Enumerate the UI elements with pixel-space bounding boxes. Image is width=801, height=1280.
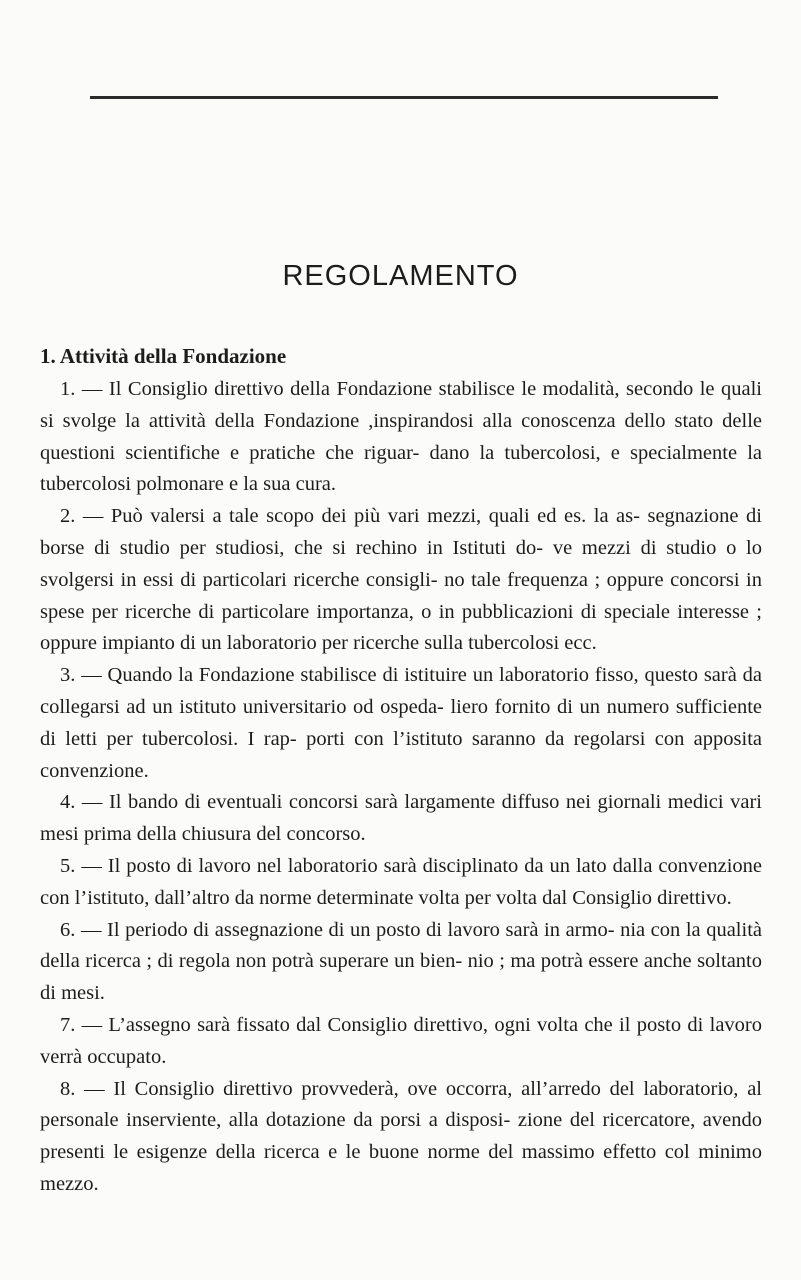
article-2: 2. — Può valersi a tale scopo dei più vari mezzi, quali ed es. la as- segnazione di borse di studio per studiosi, che si rechino in Istituti do- ve mezzi di studio o lo svolgersi in essi di particolari ricerche consigli- no tale frequenza ; oppure concorsi in spese per ricerche di particolare importanza, o in pubblicazioni di speciale interesse ; oppure impianto di un laboratorio per ricerche sulla tubercolosi ecc. — [40, 505, 762, 655]
section-heading: 1. Attività della Fondazione — [40, 344, 287, 368]
article-1: 1. — Il Consiglio direttivo della Fondazione stabilisce le modalità, secondo le quali si svolge la attività della Fondazione ,inspirandosi alla conoscenza dello stato delle questioni scientifiche e pratiche che riguar- dano la tubercolosi, e specialmente la tubercolosi polmonare e la sua cura. — [40, 378, 762, 496]
article-5: 5. — Il posto di lavoro nel laboratorio sarà disciplinato da un lato dalla convenzione con l’istituto, dall’altro da norme determinate volta per volta dal Consiglio direttivo. — [40, 854, 762, 909]
article-7: 7. — L’assegno sarà fissato dal Consiglio direttivo, ogni volta che il posto di lavoro verrà occupato. — [40, 1013, 762, 1068]
document-title: REGOLAMENTO — [282, 260, 519, 292]
article-6: 6. — Il periodo di assegnazione di un posto di lavoro sarà in armo- nia con la qualità della ricerca ; di regola non potrà superare un bien- nio ; ma potrà essere anche soltanto di mesi. — [40, 918, 762, 1005]
regulation-body — [40, 374, 762, 1201]
article-3: 3. — Quando la Fondazione stabilisce di istituire un laboratorio fisso, questo sarà da collegarsi ad un istituto universitario od ospeda- liero fornito di un numero sufficiente di letti per tubercolosi. I rap- porti con l’istituto saranno da regolarsi con apposita convenzione. — [40, 664, 762, 782]
top-rule-divider — [90, 96, 718, 99]
article-4: 4. — Il bando di eventuali concorsi sarà largamente diffuso nei giornali medici vari mesi prima della chiusura del concorso. — [40, 791, 762, 846]
article-8: 8. — Il Consiglio direttivo provvederà, ove occorra, all’arredo del laboratorio, al personale inserviente, alla dotazione da porsi a disposi- zione del ricercatore, avendo presenti le esigenze della ricerca e le buone norme del massimo effetto col minimo mezzo. — [40, 1077, 762, 1195]
